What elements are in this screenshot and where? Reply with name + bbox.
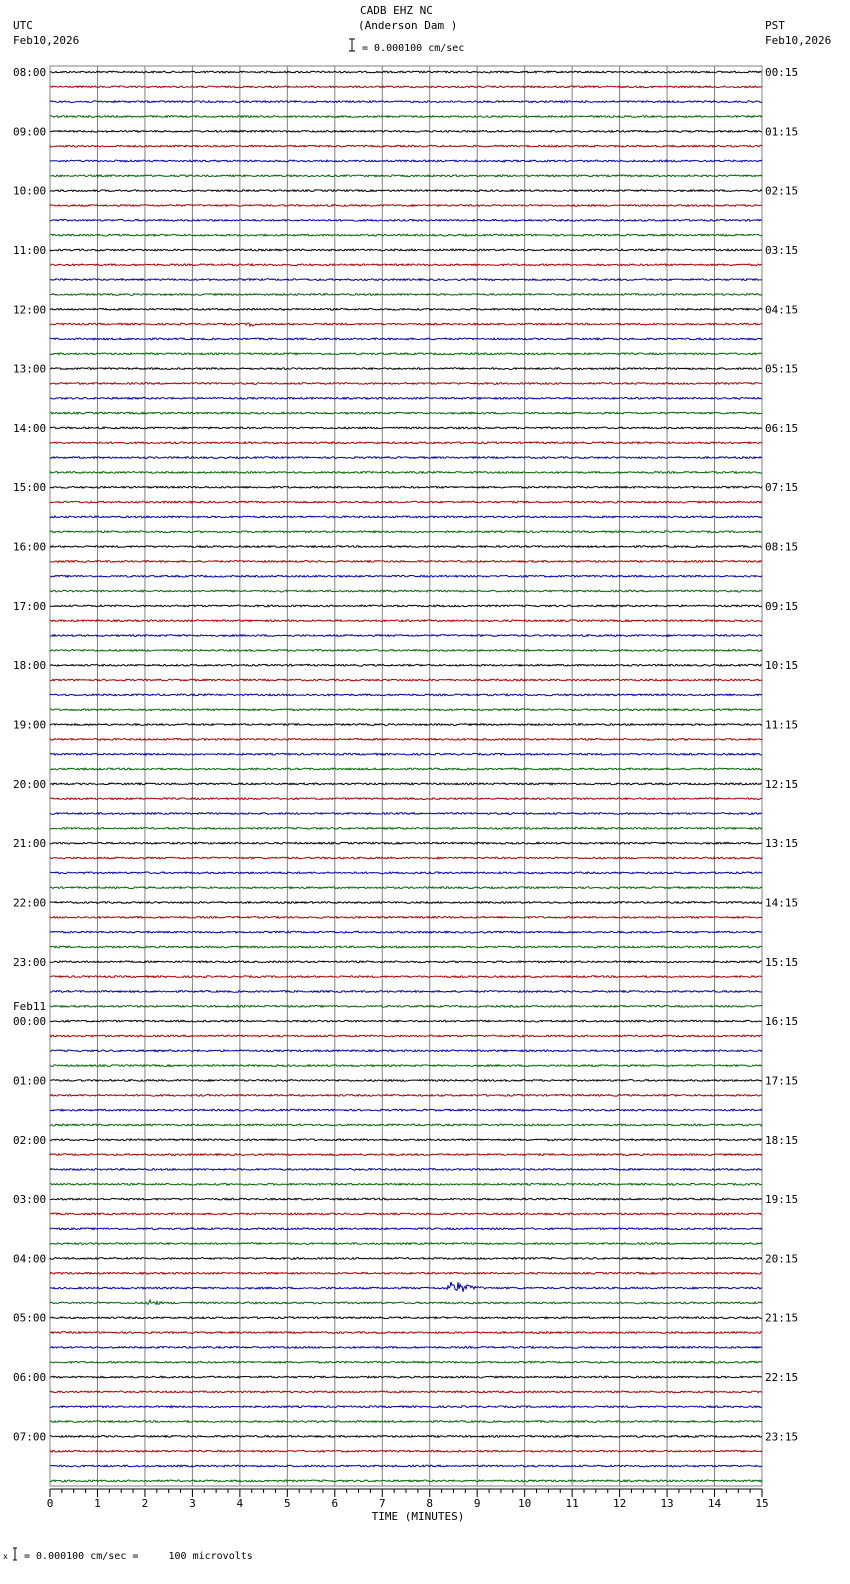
trace-row (50, 1361, 762, 1363)
trace-row (50, 1243, 762, 1245)
x-tick-label: 8 (426, 1497, 434, 1510)
trace-row (50, 294, 762, 296)
trace-row (50, 575, 762, 577)
footer-scale-note: = 0.000100 cm/sec = 100 microvolts (24, 1551, 253, 1562)
right-hour-label: 22:15 (765, 1371, 799, 1385)
x-tick-label: 0 (46, 1497, 54, 1510)
trace-row (50, 501, 762, 503)
left-timezone: UTC (13, 19, 33, 32)
right-hour-label: 03:15 (765, 243, 799, 257)
left-hour-label: 14:00 (13, 421, 47, 435)
trace-row (50, 1109, 762, 1111)
trace-row (50, 279, 762, 281)
trace-row (50, 946, 762, 948)
left-hour-label: 02:00 (13, 1133, 47, 1147)
trace-row (50, 872, 762, 874)
x-tick-label: 2 (141, 1497, 149, 1510)
right-hour-label: 08:15 (765, 540, 799, 554)
trace-row (50, 412, 762, 414)
trace-row (50, 1317, 762, 1319)
trace-row (50, 1213, 762, 1215)
right-hour-label: 00:15 (765, 66, 799, 79)
trace-row (50, 590, 762, 592)
trace-row (50, 1346, 762, 1348)
trace-row (50, 205, 762, 207)
x-tick-label: 6 (331, 1497, 339, 1510)
x-tick-label: 1 (94, 1497, 101, 1510)
trace-row (50, 1421, 762, 1423)
trace-row (50, 1005, 762, 1007)
trace-row (50, 679, 762, 681)
trace-row (50, 116, 762, 118)
trace-row (50, 560, 762, 562)
trace-row (50, 1080, 762, 1082)
trace-row (50, 709, 762, 711)
trace-row (50, 1035, 762, 1037)
trace-row (50, 976, 762, 978)
trace-row (50, 1139, 762, 1141)
station-location: (Anderson Dam ) (358, 19, 458, 32)
trace-row (50, 961, 762, 963)
left-hour-label: 10:00 (13, 184, 47, 198)
trace-row (50, 1435, 762, 1437)
left-hour-label: 04:00 (13, 1252, 47, 1266)
x-tick-label: 3 (189, 1497, 196, 1510)
x-tick-label: 12 (612, 1497, 627, 1510)
trace-row (50, 931, 762, 933)
left-hour-label: 20:00 (13, 777, 47, 791)
trace-row (50, 664, 762, 666)
right-hour-label: 09:15 (765, 599, 799, 613)
right-hour-label: 11:15 (765, 718, 799, 732)
right-hour-label: 02:15 (765, 184, 799, 198)
left-hour-label: 23:00 (13, 955, 47, 969)
right-hour-label: 16:15 (765, 1015, 799, 1029)
trace-row (50, 368, 762, 370)
trace-row (50, 101, 762, 103)
trace-row (50, 160, 762, 162)
right-hour-label: 13:15 (765, 837, 799, 851)
date-change-label: Feb11 (13, 1000, 47, 1014)
trace-row (50, 190, 762, 192)
right-hour-label: 04:15 (765, 303, 799, 317)
left-hour-label: 08:00 (13, 66, 47, 79)
trace-row (50, 383, 762, 385)
trace-row (50, 813, 762, 815)
right-hour-label: 01:15 (765, 125, 799, 139)
trace-row (50, 1198, 762, 1200)
right-hour-label: 05:15 (765, 362, 799, 376)
right-hour-label: 12:15 (765, 777, 799, 791)
trace-row (50, 1124, 762, 1126)
right-hour-label: 18:15 (765, 1133, 799, 1147)
right-hour-label: 15:15 (765, 955, 799, 969)
trace-row (50, 427, 762, 429)
right-hour-label: 06:15 (765, 421, 799, 435)
trace-row (50, 991, 762, 993)
left-hour-label: 15:00 (13, 481, 47, 495)
trace-row (50, 516, 762, 518)
trace-row (50, 264, 762, 266)
x-axis-label: TIME (MINUTES) (371, 1510, 465, 1523)
trace-row (50, 1450, 762, 1452)
trace-row (50, 1272, 762, 1274)
trace-row (50, 442, 762, 444)
trace-row (50, 249, 762, 251)
trace-row (50, 397, 762, 399)
left-hour-label: 09:00 (13, 125, 47, 139)
trace-row (50, 457, 762, 459)
trace-row (50, 635, 762, 637)
trace-row (50, 175, 762, 177)
trace-row (50, 1406, 762, 1408)
trace-row (50, 353, 762, 355)
trace-row (50, 472, 762, 474)
left-date: Feb10,2026 (13, 34, 80, 47)
trace-row (50, 308, 762, 310)
trace-row (50, 753, 762, 755)
right-hour-label: 21:15 (765, 1311, 799, 1325)
left-hour-label: 21:00 (13, 837, 47, 851)
trace-row (50, 1258, 762, 1260)
trace-row (50, 620, 762, 622)
trace-row (50, 86, 762, 88)
trace-row (50, 783, 762, 785)
right-hour-label: 20:15 (765, 1252, 799, 1266)
trace-row (50, 1332, 762, 1334)
trace-row (50, 1154, 762, 1156)
trace-row (50, 724, 762, 726)
x-tick-label: 11 (565, 1497, 579, 1510)
trace-row (50, 768, 762, 770)
trace-row (50, 323, 762, 326)
trace-row (50, 1465, 762, 1467)
left-hour-label: 11:00 (13, 243, 47, 257)
left-hour-label: 13:00 (13, 362, 47, 376)
trace-row (50, 1480, 762, 1482)
trace-row (50, 1020, 762, 1022)
trace-row (50, 71, 762, 73)
trace-row (50, 145, 762, 147)
x-tick-label: 10 (518, 1497, 532, 1510)
svg-text:x: x (3, 1552, 8, 1561)
trace-row (50, 338, 762, 340)
trace-row (50, 842, 762, 844)
left-hour-label: 18:00 (13, 659, 47, 673)
left-hour-label: 05:00 (13, 1311, 47, 1325)
trace-row (50, 1065, 762, 1067)
trace-row (50, 827, 762, 829)
trace-row (50, 219, 762, 221)
left-hour-label: 22:00 (13, 896, 47, 910)
x-tick-label: 7 (378, 1497, 386, 1510)
x-tick-label: 15 (755, 1497, 769, 1510)
trace-row (50, 1094, 762, 1096)
trace-row (50, 916, 762, 918)
trace-row (50, 738, 762, 740)
trace-row (50, 130, 762, 132)
right-hour-label: 23:15 (765, 1430, 799, 1444)
left-hour-label: 00:00 (13, 1015, 47, 1029)
trace-row (50, 649, 762, 651)
x-tick-label: 14 (707, 1497, 722, 1510)
left-hour-label: 03:00 (13, 1193, 47, 1207)
trace-row (50, 887, 762, 889)
x-tick-label: 13 (660, 1497, 674, 1510)
trace-row (50, 1376, 762, 1378)
trace-row (50, 1282, 762, 1292)
right-hour-label: 17:15 (765, 1074, 799, 1088)
trace-row (50, 694, 762, 696)
station-title: CADB EHZ NC (360, 4, 433, 17)
trace-row (50, 1391, 762, 1393)
left-hour-label: 06:00 (13, 1371, 47, 1385)
trace-row (50, 1183, 762, 1185)
right-hour-label: 10:15 (765, 659, 799, 673)
x-tick-label: 4 (236, 1497, 244, 1510)
trace-row (50, 857, 762, 859)
left-hour-label: 12:00 (13, 303, 47, 317)
footer-scale-icon (3, 1546, 19, 1562)
trace-row (50, 1169, 762, 1171)
trace-row (50, 531, 762, 533)
trace-row (50, 234, 762, 236)
trace-row (50, 1050, 762, 1052)
left-hour-label: 19:00 (13, 718, 47, 732)
left-hour-label: 17:00 (13, 599, 47, 613)
left-hour-label: 16:00 (13, 540, 47, 554)
x-tick-label: 9 (473, 1497, 481, 1510)
right-hour-label: 19:15 (765, 1193, 799, 1207)
trace-row (50, 798, 762, 800)
right-date: Feb10,2026 (765, 34, 832, 47)
right-hour-label: 07:15 (765, 481, 799, 495)
scale-label: = 0.000100 cm/sec (362, 43, 465, 54)
left-hour-label: 01:00 (13, 1074, 47, 1088)
x-tick-label: 5 (284, 1497, 291, 1510)
trace-row (50, 605, 762, 607)
trace-row (50, 902, 762, 904)
trace-row (50, 1228, 762, 1230)
trace-row (50, 1300, 762, 1304)
trace-row (50, 546, 762, 548)
trace-row (50, 486, 762, 488)
right-timezone: PST (765, 19, 785, 32)
left-hour-label: 07:00 (13, 1430, 47, 1444)
right-hour-label: 14:15 (765, 896, 799, 910)
